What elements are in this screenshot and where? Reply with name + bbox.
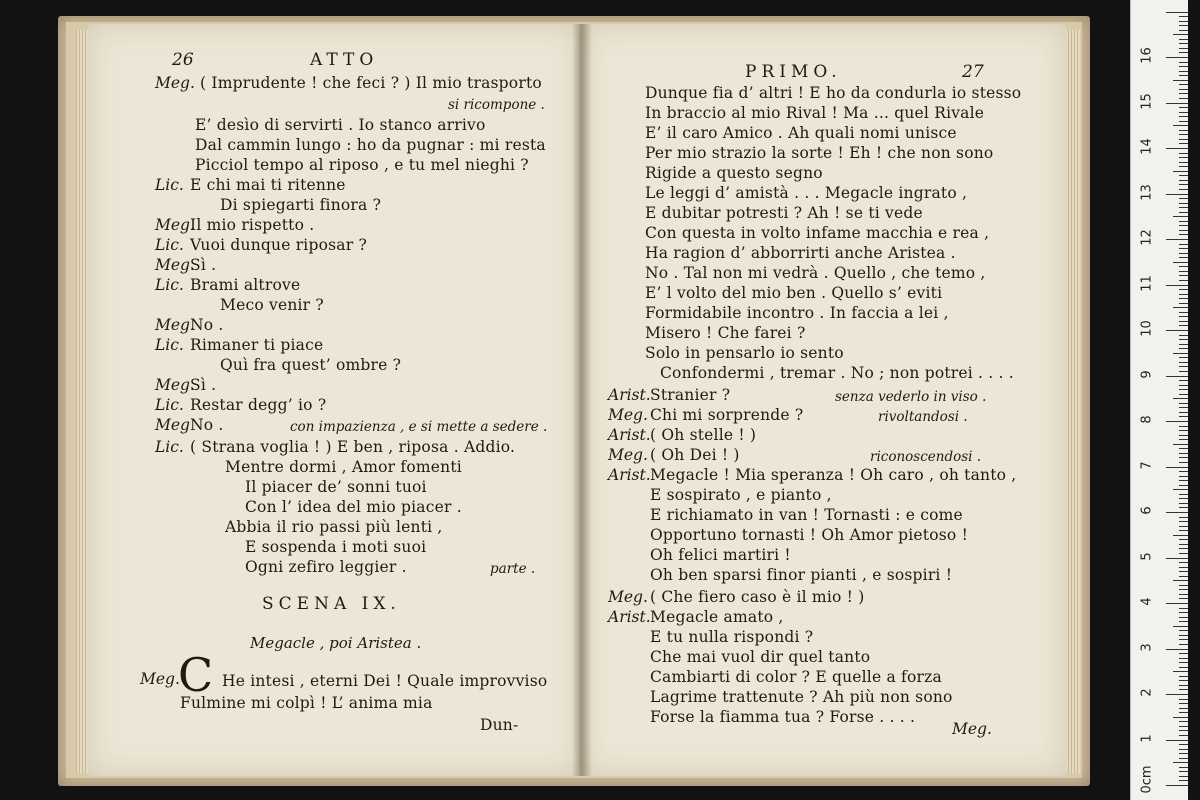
- verse-line: Per mio strazio la sorte ! Eh ! che non sono: [645, 144, 994, 162]
- verse-line: Meco venir ?: [220, 296, 324, 314]
- ruler-tick: [1179, 385, 1188, 386]
- speaker-label: Meg.: [155, 376, 195, 394]
- ruler-tick: [1173, 34, 1188, 35]
- ruler-tick: [1179, 749, 1188, 750]
- ruler-tick: [1179, 71, 1188, 72]
- verse-line: Con l’ idea del mio piacer .: [245, 498, 462, 516]
- ruler-label: 3: [1139, 642, 1155, 652]
- verse-line: Picciol tempo al riposo , e tu mel nieghi ?: [195, 156, 529, 174]
- ruler-tick: [1173, 80, 1188, 81]
- measuring-ruler: [1130, 0, 1188, 800]
- verse-line: Quì fra quest’ ombre ?: [220, 356, 402, 374]
- ruler-tick: [1179, 162, 1188, 163]
- ruler-tick: [1173, 671, 1188, 672]
- ruler-tick: [1179, 517, 1188, 518]
- ruler-tick: [1179, 594, 1188, 595]
- ruler-tick: [1179, 498, 1188, 499]
- ruler-tick: [1179, 430, 1188, 431]
- speaker-label: Lic.: [155, 176, 184, 194]
- verse-line: Lagrime trattenute ? Ah più non sono: [650, 688, 953, 706]
- ruler-tick: [1173, 125, 1188, 126]
- ruler-tick: [1179, 439, 1188, 440]
- verse-line: Sì .: [190, 256, 217, 274]
- ruler-tick: [1179, 771, 1188, 772]
- verse-line: Chi mi sorprende ?: [650, 406, 804, 424]
- ruler-tick: [1179, 530, 1188, 531]
- ruler-label: 6: [1139, 506, 1155, 515]
- verse-line: Megacle ! Mia speranza ! Oh caro , oh tanto ,: [650, 466, 1017, 484]
- ruler-tick: [1179, 703, 1188, 704]
- ruler-tick: [1179, 207, 1188, 208]
- ruler-tick: [1179, 680, 1188, 681]
- verse-line: E chi mai ti ritenne: [190, 176, 346, 194]
- ruler-label: 14: [1139, 138, 1155, 155]
- ruler-label: 9: [1139, 369, 1155, 379]
- ruler-tick: [1179, 548, 1188, 549]
- ruler-tick: [1179, 225, 1188, 226]
- ruler-tick: [1179, 662, 1188, 663]
- verse-line: Restar degg’ io ?: [190, 396, 327, 414]
- ruler-tick: [1179, 325, 1188, 326]
- ruler-tick: [1173, 262, 1188, 263]
- ruler-label: 1: [1139, 733, 1155, 743]
- ruler-tick: [1166, 467, 1188, 468]
- stage-direction: si ricompone .: [448, 97, 545, 113]
- ruler-tick: [1173, 626, 1188, 627]
- ruler-tick: [1179, 708, 1188, 709]
- ruler-tick: [1179, 685, 1188, 686]
- ruler-tick: [1179, 230, 1188, 231]
- verse-line: E tu nulla rispondi ?: [650, 628, 814, 646]
- verse-line: Cambiarti di color ? E quelle a forza: [650, 668, 942, 686]
- speaker-label: Lic.: [155, 438, 184, 456]
- ruler-tick: [1179, 485, 1188, 486]
- ruler-tick: [1179, 139, 1188, 140]
- ruler-tick: [1179, 180, 1188, 181]
- ruler-tick: [1179, 462, 1188, 463]
- verse-line: Oh felici martiri !: [650, 546, 791, 564]
- ruler-tick: [1179, 39, 1188, 40]
- verse-line: Vuoi dunque riposar ?: [190, 236, 367, 254]
- ruler-tick: [1179, 780, 1188, 781]
- ruler-tick: [1179, 776, 1188, 777]
- verse-line: Formidabile incontro . In faccia a lei ,: [645, 304, 949, 322]
- verse-line: Il mio rispetto .: [190, 216, 315, 234]
- verse-line: Brami altrove: [190, 276, 301, 294]
- ruler-tick: [1179, 248, 1188, 249]
- ruler-tick: [1179, 526, 1188, 527]
- ruler-tick: [1173, 444, 1188, 445]
- ruler-tick: [1179, 453, 1188, 454]
- ruler-tick: [1179, 134, 1188, 135]
- verse-line: Il piacer de’ sonni tuoi: [245, 478, 427, 496]
- ruler-tick: [1179, 758, 1188, 759]
- verse-line: Rimaner ti piace: [190, 336, 324, 354]
- ruler-tick: [1179, 212, 1188, 213]
- verse-line: Misero ! Che farei ?: [645, 324, 806, 342]
- ruler-tick: [1179, 316, 1188, 317]
- ruler-tick: [1179, 667, 1188, 668]
- verse-line: ( Strana voglia ! ) E ben , riposa . Addio.: [190, 438, 516, 456]
- book-gutter: [572, 24, 592, 776]
- ruler-tick: [1179, 303, 1188, 304]
- ruler-tick: [1179, 753, 1188, 754]
- page-edges-right: [1066, 30, 1080, 774]
- ruler-label: 2: [1139, 688, 1155, 697]
- ruler-tick: [1179, 553, 1188, 554]
- verse-line: E’ l volto del mio ben . Quello s’ eviti: [645, 284, 943, 302]
- ruler-tick: [1179, 93, 1188, 94]
- ruler-label: 5: [1139, 551, 1155, 561]
- stage-direction: con impazienza , e si mette a sedere .: [290, 419, 548, 435]
- ruler-tick: [1179, 744, 1188, 745]
- speaker-label: Arist.: [608, 608, 651, 626]
- running-head: PRIMO.: [745, 62, 842, 82]
- ruler-tick: [1179, 253, 1188, 254]
- ruler-tick: [1179, 721, 1188, 722]
- ruler-tick: [1179, 562, 1188, 563]
- ruler-tick: [1179, 448, 1188, 449]
- ruler-tick: [1179, 676, 1188, 677]
- ruler-tick: [1166, 421, 1188, 422]
- ruler-tick: [1166, 740, 1188, 741]
- catchword: Dun-: [480, 716, 519, 734]
- ruler-tick: [1179, 539, 1188, 540]
- ruler-tick: [1179, 503, 1188, 504]
- ruler-tick: [1166, 558, 1188, 559]
- speaker-label: Meg.: [608, 446, 648, 464]
- ruler-tick: [1179, 184, 1188, 185]
- ruler-label: 7: [1139, 460, 1155, 470]
- ruler-tick: [1166, 12, 1188, 13]
- ruler-tick: [1179, 630, 1188, 631]
- verse-line: Dunque fia d’ altri ! E ho da condurla io stesso: [645, 84, 1022, 102]
- ruler-tick: [1179, 635, 1188, 636]
- speaker-label: Meg.: [155, 74, 195, 92]
- ruler-tick: [1179, 112, 1188, 113]
- ruler-tick: [1179, 339, 1188, 340]
- ruler-tick: [1179, 407, 1188, 408]
- ruler-tick: [1179, 712, 1188, 713]
- verse-line: ( Oh Dei ! ): [650, 446, 740, 464]
- speaker-label: Arist.: [608, 426, 651, 444]
- ruler-tick: [1166, 148, 1188, 149]
- stage-direction: rivoltandosi .: [878, 409, 968, 425]
- ruler-tick: [1179, 48, 1188, 49]
- ruler-tick: [1179, 275, 1188, 276]
- speaker-label: Meg.: [140, 670, 180, 688]
- ruler-tick: [1166, 512, 1188, 513]
- speaker-label: Meg.: [155, 216, 195, 234]
- ruler-tick: [1179, 244, 1188, 245]
- ruler-tick: [1179, 576, 1188, 577]
- ruler-tick: [1179, 157, 1188, 158]
- ruler-label: 16: [1139, 47, 1155, 64]
- ruler-tick: [1179, 298, 1188, 299]
- ruler-tick: [1179, 312, 1188, 313]
- page-edges-left: [76, 30, 88, 774]
- ruler-tick: [1179, 289, 1188, 290]
- stage-direction: senza vederlo in viso .: [835, 389, 987, 405]
- speaker-label: Meg.: [155, 256, 195, 274]
- ruler-tick: [1179, 544, 1188, 545]
- ruler-tick: [1179, 389, 1188, 390]
- ruler-tick: [1179, 98, 1188, 99]
- verse-line: Le leggi d’ amistà . . . Megacle ingrato ,: [645, 184, 968, 202]
- ruler-tick: [1173, 580, 1188, 581]
- ruler-label: 11: [1139, 274, 1155, 292]
- ruler-tick: [1179, 735, 1188, 736]
- ruler-tick: [1179, 21, 1188, 22]
- ruler-tick: [1166, 785, 1188, 786]
- ruler-tick: [1179, 435, 1188, 436]
- ruler-tick: [1179, 362, 1188, 363]
- catchword: Meg.: [952, 720, 992, 738]
- verse-line: Mentre dormi , Amor fomenti: [225, 458, 462, 476]
- ruler-tick: [1179, 730, 1188, 731]
- ruler-tick: [1179, 153, 1188, 154]
- speaker-label: Arist.: [608, 466, 651, 484]
- ruler-tick: [1179, 726, 1188, 727]
- ruler-tick: [1179, 644, 1188, 645]
- ruler-tick: [1179, 416, 1188, 417]
- ruler-tick: [1179, 571, 1188, 572]
- ruler-tick: [1179, 426, 1188, 427]
- ruler-tick: [1179, 189, 1188, 190]
- speaker-label: Meg: [155, 416, 190, 434]
- ruler-tick: [1179, 257, 1188, 258]
- ruler-tick: [1179, 476, 1188, 477]
- running-head: ATTO: [310, 50, 379, 70]
- speaker-label: Meg.: [608, 588, 648, 606]
- verse-line: E sospenda i moti suoi: [245, 538, 427, 556]
- ruler-tick: [1166, 603, 1188, 604]
- ruler-tick: [1173, 535, 1188, 536]
- ruler-tick: [1179, 266, 1188, 267]
- ruler-tick: [1179, 589, 1188, 590]
- ruler-tick: [1179, 639, 1188, 640]
- ruler-tick: [1179, 348, 1188, 349]
- ruler-tick: [1179, 457, 1188, 458]
- ruler-tick: [1179, 412, 1188, 413]
- ruler-tick: [1179, 43, 1188, 44]
- ruler-label: 10: [1139, 320, 1155, 337]
- ruler-tick: [1179, 321, 1188, 322]
- drop-capital: C: [178, 648, 214, 702]
- verse-line: Forse la fiamma tua ? Forse . . . .: [650, 708, 916, 726]
- scene-characters: Megacle , poi Aristea .: [250, 634, 422, 652]
- ruler-tick: [1179, 767, 1188, 768]
- ruler-tick: [1173, 307, 1188, 308]
- ruler-tick: [1166, 285, 1188, 286]
- speaker-label: Lic.: [155, 396, 184, 414]
- ruler-tick: [1166, 376, 1188, 377]
- ruler-tick: [1179, 567, 1188, 568]
- verse-line: ( Imprudente ! che feci ? ) Il mio trasporto: [200, 74, 542, 92]
- ruler-label: 4: [1139, 597, 1155, 606]
- stage-direction: parte .: [490, 561, 536, 577]
- ruler-tick: [1179, 689, 1188, 690]
- ruler-tick: [1166, 239, 1188, 240]
- ruler-tick: [1179, 653, 1188, 654]
- ruler-tick: [1179, 344, 1188, 345]
- ruler-tick: [1179, 621, 1188, 622]
- ruler-label: 13: [1139, 183, 1155, 201]
- ruler-label: 0cm: [1139, 765, 1155, 794]
- ruler-tick: [1179, 198, 1188, 199]
- ruler-tick: [1173, 762, 1188, 763]
- ruler-tick: [1179, 89, 1188, 90]
- verse-line: No .: [190, 416, 224, 434]
- ruler-tick: [1179, 294, 1188, 295]
- speaker-label: Arist.: [608, 386, 651, 404]
- ruler-tick: [1179, 507, 1188, 508]
- speaker-label: Lic.: [155, 276, 184, 294]
- verse-line: Stranier ?: [650, 386, 731, 404]
- verse-line: Con questa in volto infame macchia e rea ,: [645, 224, 990, 242]
- verse-line: Oh ben sparsi finor pianti , e sospiri !: [650, 566, 953, 584]
- ruler-tick: [1166, 57, 1188, 58]
- ruler-tick: [1179, 25, 1188, 26]
- ruler-label: 12: [1139, 229, 1155, 246]
- ruler-tick: [1179, 608, 1188, 609]
- ruler-tick: [1179, 107, 1188, 108]
- ruler-tick: [1179, 699, 1188, 700]
- ruler-tick: [1179, 30, 1188, 31]
- verse-line: Ogni zefiro leggier .: [245, 558, 407, 576]
- ruler-tick: [1179, 121, 1188, 122]
- verse-line: Rigide a questo segno: [645, 164, 823, 182]
- ruler-tick: [1166, 649, 1188, 650]
- ruler-tick: [1179, 357, 1188, 358]
- verse-line: Che mai vuol dir quel tanto: [650, 648, 871, 666]
- verse-line: Fulmine mi colpì ! L’ anima mia: [180, 694, 433, 712]
- ruler-tick: [1179, 130, 1188, 131]
- ruler-tick: [1179, 394, 1188, 395]
- verse-line: ( Oh stelle ! ): [650, 426, 757, 444]
- verse-line: E dubitar potresti ? Ah ! se ti vede: [645, 204, 923, 222]
- ruler-tick: [1179, 271, 1188, 272]
- page-number: 27: [962, 62, 984, 82]
- verse-line: E sospirato , e pianto ,: [650, 486, 832, 504]
- ruler-tick: [1179, 617, 1188, 618]
- ruler-tick: [1179, 371, 1188, 372]
- speaker-label: Meg.: [608, 406, 648, 424]
- ruler-tick: [1173, 398, 1188, 399]
- ruler-tick: [1173, 717, 1188, 718]
- verse-line: ( Che fiero caso è il mio ! ): [650, 588, 865, 606]
- ruler-tick: [1179, 366, 1188, 367]
- ruler-tick: [1179, 62, 1188, 63]
- ruler-tick: [1179, 166, 1188, 167]
- verse-line: Solo in pensarlo io sento: [645, 344, 844, 362]
- verse-line: E’ il caro Amico . Ah quali nomi unisce: [645, 124, 957, 142]
- verse-line: No . Tal non mi vedrà . Quello , che temo ,: [645, 264, 986, 282]
- ruler-tick: [1173, 353, 1188, 354]
- verse-line: Sì .: [190, 376, 217, 394]
- ruler-tick: [1179, 658, 1188, 659]
- ruler-tick: [1179, 585, 1188, 586]
- ruler-tick: [1179, 66, 1188, 67]
- verse-line: He intesi , eterni Dei ! Quale improvviso: [222, 672, 548, 690]
- ruler-tick: [1179, 280, 1188, 281]
- ruler-tick: [1173, 489, 1188, 490]
- stage-direction: riconoscendosi .: [870, 449, 982, 465]
- ruler-tick: [1179, 380, 1188, 381]
- verse-line: E richiamato in van ! Tornasti : e come: [650, 506, 963, 524]
- verse-line: Dal cammin lungo : ho da pugnar : mi resta: [195, 136, 546, 154]
- ruler-tick: [1179, 612, 1188, 613]
- verse-line: Di spiegarti finora ?: [220, 196, 382, 214]
- ruler-tick: [1166, 694, 1188, 695]
- speaker-label: Lic.: [155, 336, 184, 354]
- ruler-tick: [1179, 494, 1188, 495]
- verse-line: No .: [190, 316, 224, 334]
- speaker-label: Lic.: [155, 236, 184, 254]
- ruler-tick: [1179, 521, 1188, 522]
- verse-line: Confondermi , tremar . No ; non potrei . . . .: [660, 364, 1014, 382]
- ruler-tick: [1179, 16, 1188, 17]
- ruler-tick: [1179, 471, 1188, 472]
- verse-line: Abbia il rio passi più lenti ,: [225, 518, 443, 536]
- ruler-label: 15: [1139, 92, 1155, 110]
- ruler-tick: [1166, 194, 1188, 195]
- ruler-tick: [1173, 216, 1188, 217]
- ruler-tick: [1179, 116, 1188, 117]
- ruler-tick: [1179, 234, 1188, 235]
- verse-line: In braccio al mio Rival ! Ma ... quel Rivale: [645, 104, 985, 122]
- verse-line: E’ desìo di servirti . Io stanco arrivo: [195, 116, 486, 134]
- ruler-tick: [1179, 175, 1188, 176]
- ruler-tick: [1173, 171, 1188, 172]
- ruler-tick: [1179, 403, 1188, 404]
- ruler-label: 8: [1139, 415, 1155, 424]
- ruler-tick: [1166, 330, 1188, 331]
- ruler-tick: [1179, 335, 1188, 336]
- ruler-tick: [1179, 143, 1188, 144]
- verse-line: Opportuno tornasti ! Oh Amor pietoso !: [650, 526, 968, 544]
- ruler-tick: [1179, 221, 1188, 222]
- ruler-tick: [1179, 52, 1188, 53]
- ruler-tick: [1166, 103, 1188, 104]
- verse-line: Ha ragion d’ abborrirti anche Aristea .: [645, 244, 956, 262]
- scene-heading: SCENA IX.: [262, 594, 401, 614]
- ruler-tick: [1179, 84, 1188, 85]
- verse-line: Megacle amato ,: [650, 608, 784, 626]
- ruler-tick: [1179, 598, 1188, 599]
- page-number: 26: [172, 50, 194, 70]
- ruler-tick: [1179, 203, 1188, 204]
- speaker-label: Meg.: [155, 316, 195, 334]
- ruler-tick: [1179, 480, 1188, 481]
- ruler-tick: [1179, 75, 1188, 76]
